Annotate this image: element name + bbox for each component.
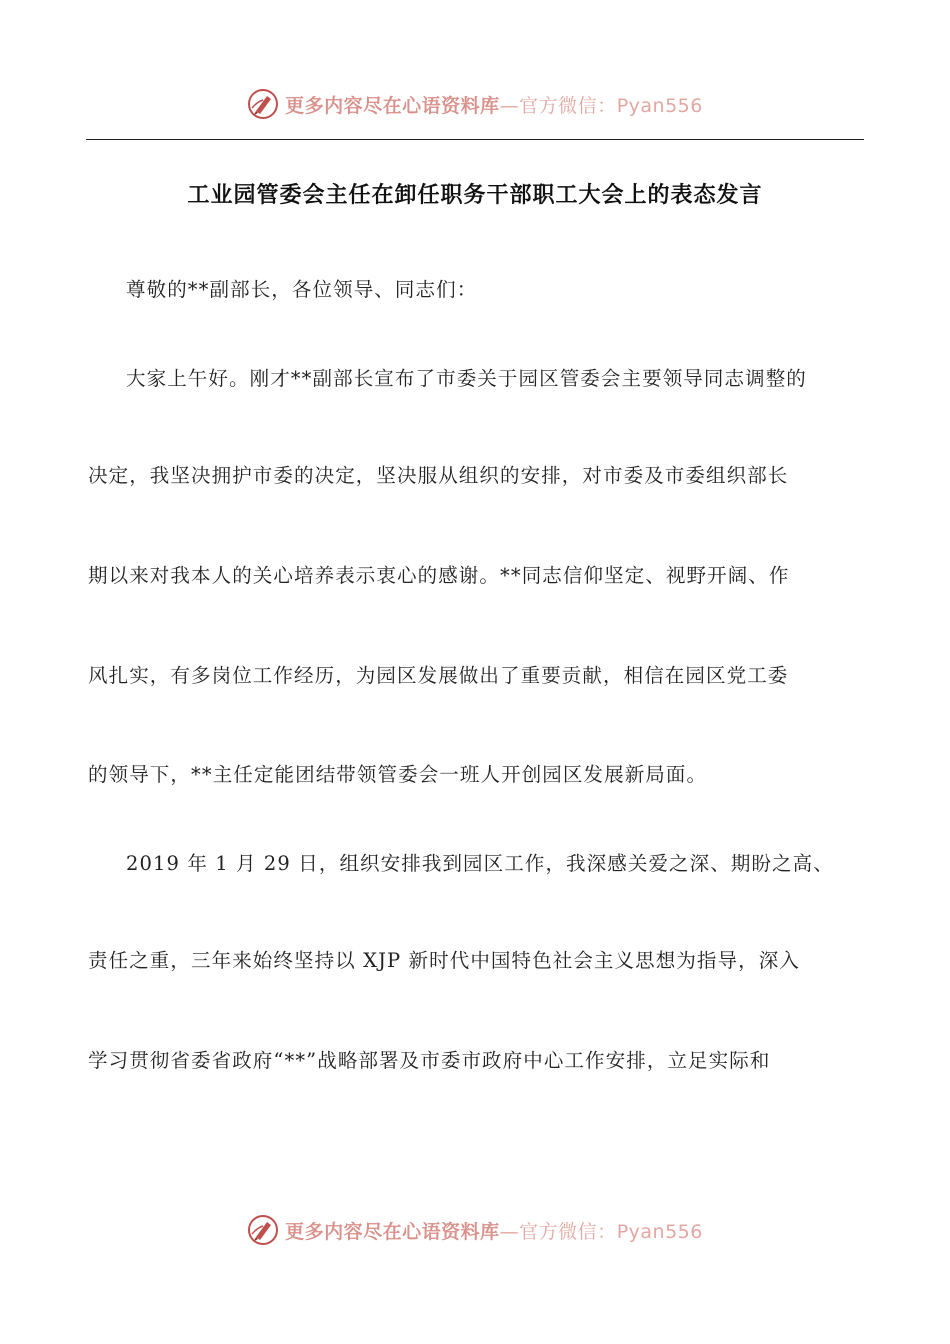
footer-watermark-dash: — [499, 1220, 520, 1243]
header-watermark-sub: 官方微信： [519, 94, 617, 117]
salutation-line: 尊敬的**副部长，各位领导、同志们： [126, 278, 478, 301]
body-line: 的领导下，**主任定能团结带领管委会一班人开创园区发展新局面。 [88, 763, 708, 786]
body-line: 风扎实，有多岗位工作经历，为园区发展做出了重要贡献，相信在园区党工委 [88, 664, 789, 687]
footer-watermark-text [285, 1217, 703, 1244]
footer-watermark [0, 1210, 950, 1250]
document-title: 工业园管委会主任在卸任职务干部职工大会上的表态发言 [187, 183, 763, 208]
header-watermark-id: Pyan556 [616, 94, 703, 117]
body-line: 大家上午好。刚才**副部长宣布了市委关于园区管委会主要领导同志调整的 [126, 367, 807, 390]
footer-watermark-sub: 官方微信： [519, 1220, 617, 1243]
header-watermark [0, 84, 950, 124]
body-line: 学习贯彻省委省政府“**”战略部署及市委市政府中心工作安排，立足实际和 [88, 1049, 771, 1072]
header-divider [86, 139, 864, 140]
body-line: 责任之重，三年来始终坚持以 XJP 新时代中国特色社会主义思想为指导，深入 [88, 949, 800, 972]
pen-nib-circle-icon [247, 88, 279, 120]
header-watermark-text [285, 91, 703, 118]
body-line: 2019 年 1 月 29 日，组织安排我到园区工作，我深感关爱之深、期盼之高、 [126, 852, 834, 875]
body-line: 决定，我坚决拥护市委的决定，坚决服从组织的安排，对市委及市委组织部长 [88, 464, 789, 487]
footer-watermark-id: Pyan556 [616, 1220, 703, 1243]
body-line: 期以来对我本人的关心培养表示衷心的感谢。**同志信仰坚定、视野开阔、作 [88, 564, 790, 587]
header-watermark-dash: — [499, 94, 520, 117]
footer-watermark-main: 更多内容尽在心语资料库 [285, 1220, 500, 1243]
header-watermark-main: 更多内容尽在心语资料库 [285, 94, 500, 117]
pen-nib-circle-icon [247, 1214, 279, 1246]
